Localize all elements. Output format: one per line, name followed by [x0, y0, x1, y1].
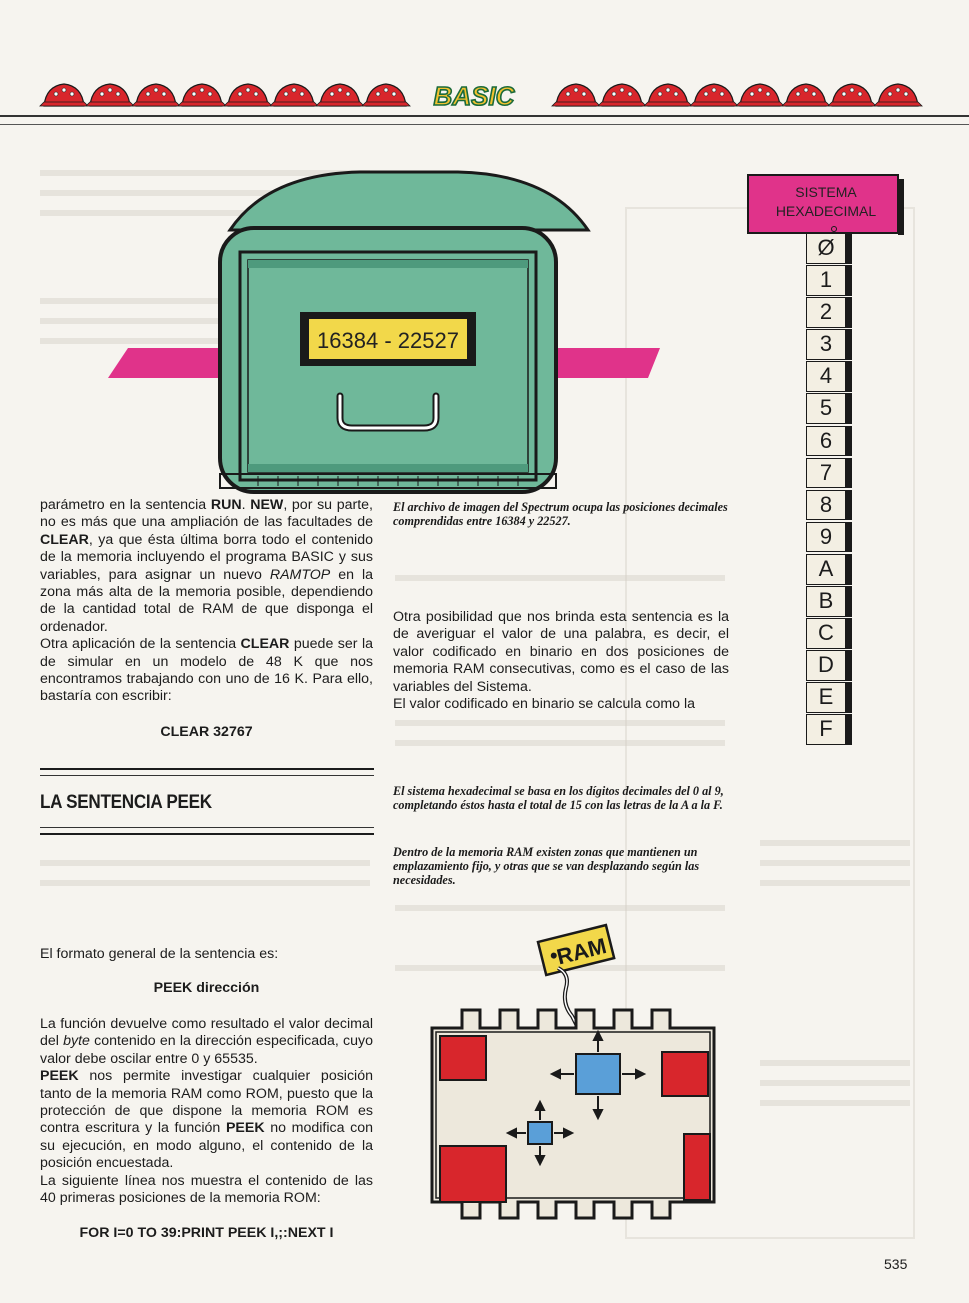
file-cabinet-illustration — [108, 168, 664, 498]
text-run: contenido en la dirección especificada, cuyo valor debe oscilar entre 0 y 65535. — [40, 1033, 374, 1067]
creature-ornament — [782, 84, 830, 106]
section-rule-thin — [40, 775, 374, 776]
section-rule-thin — [40, 827, 374, 828]
text-run: puede ser la de simular en un modelo de 48 K que nos encontramos trabajando con uno de 16 K. Para ello, bastaría con escribir: — [40, 636, 374, 705]
text-run: . — [241, 497, 251, 513]
paragraph — [40, 946, 373, 963]
text-run: Otra posibilidad que nos brinda esta sentencia es la de averiguar el valor de una palabra, es decir, el valor codificado en binario en dos posiciones de memoria RAM consecutivas, como es el caso de las variables del Sistema. — [393, 609, 729, 695]
ram-chip-illustration — [430, 912, 720, 1220]
keyword: PEEK — [40, 1068, 79, 1085]
section-rule — [40, 768, 374, 770]
hex-digit-cell: 9 — [806, 522, 846, 553]
hex-digit-cell: C — [806, 618, 846, 649]
hex-digit-column — [806, 233, 854, 747]
left-column-top — [40, 497, 373, 706]
paragraph — [393, 696, 729, 713]
text-run: parámetro en la sentencia — [40, 497, 211, 513]
creature-ornament — [644, 84, 692, 106]
text-run: El valor codificado en binario se calcula como la — [393, 696, 696, 713]
code-line-clear: CLEAR 32767 — [160, 724, 253, 740]
creature-ornament — [828, 84, 876, 106]
caption-hexadecimal: El sistema hexadecimal se basa en los dígitos decimales del 0 al 9, completando éstos hasta el total de 15 con las letras de la A a la F. — [393, 784, 724, 812]
creature-ornament — [316, 84, 364, 106]
creature-ornament — [178, 84, 226, 106]
creature-ornament — [552, 84, 600, 106]
basic-logo: BASIC — [433, 81, 515, 111]
text-run: no modifica con su ejecución, en modo alguno, el contenido de la posición encuestada. — [40, 1120, 373, 1172]
text-run: El formato general de la sentencia es: — [40, 946, 279, 962]
paragraph — [40, 497, 373, 636]
hex-digit-cell: D — [806, 650, 846, 681]
decorative-creatures-right — [552, 84, 922, 106]
code-line-for-loop: FOR I=0 TO 39:PRINT PEEK I,;:NEXT I — [79, 1225, 334, 1241]
text-run: , por su parte, no es más que una ampliación de las facultades de — [40, 497, 373, 531]
creature-ornament — [40, 84, 88, 106]
right-column-body — [393, 609, 729, 713]
text-run: nos permite investigar cualquier posición tanto de la memoria RAM como ROM, puesto que la protección de que dispone la memoria ROM es contra escritura y la función — [40, 1068, 373, 1137]
hex-digit-cell: 5 — [806, 393, 846, 424]
page-number: 535 — [884, 1256, 908, 1272]
hex-sign-line2: HEXADECIMAL — [775, 203, 877, 219]
hex-digit-cell: 2 — [806, 297, 846, 328]
hex-digit-cell: 6 — [806, 426, 846, 457]
cabinet-address-label: 16384 - 22527 — [317, 328, 459, 353]
hex-digit-cell: 8 — [806, 490, 846, 521]
keyword: CLEAR — [40, 531, 89, 548]
keyword: PEEK — [225, 1120, 265, 1137]
text-run: en la zona más alta de la memoria posible, dependiendo de la cantidad total de RAM de que disponga el ordenador. — [40, 566, 373, 635]
section-title: LA SENTENCIA PEEK — [40, 792, 212, 813]
text-run: La función devuelve como resultado el valor decimal del — [40, 1016, 373, 1050]
creature-ornament — [690, 84, 738, 106]
creature-ornament — [874, 84, 922, 106]
emphasis: RAMTOP — [269, 566, 331, 583]
paragraph — [393, 609, 729, 696]
creature-ornament — [132, 84, 180, 106]
creature-ornament — [736, 84, 784, 106]
hex-digit-cell: F — [806, 714, 846, 745]
hex-digit-cell: B — [806, 586, 846, 617]
text-run: Otra aplicación de la sentencia — [40, 636, 241, 653]
hex-digit-cell: 4 — [806, 361, 846, 392]
creature-ornament — [362, 84, 410, 106]
hex-digit-cell: 7 — [806, 458, 846, 489]
paragraph — [40, 1068, 373, 1172]
hex-digit-cell: E — [806, 682, 846, 713]
code-line-peek: PEEK dirección — [153, 980, 260, 996]
caption-cabinet: El archivo de imagen del Spectrum ocupa las posiciones decimales comprendidas entre 16384 y 22527. — [393, 500, 728, 528]
hex-digit-cell: A — [806, 554, 846, 585]
header-rule — [0, 115, 969, 117]
page-header-ornament — [0, 70, 969, 130]
text-run: La siguiente línea nos muestra el contenido de las 40 primeras posiciones de la memoria ROM: — [40, 1172, 373, 1207]
left-column-peek-intro — [40, 946, 373, 963]
keyword: CLEAR — [240, 636, 290, 653]
emphasis: byte — [63, 1033, 90, 1050]
left-column-peek-body — [40, 1016, 373, 1207]
keyword: NEW — [250, 497, 284, 513]
creature-ornament — [270, 84, 318, 106]
creature-ornament — [86, 84, 134, 106]
caption-ram-zones: Dentro de la memoria RAM existen zonas que mantienen un emplazamiento fijo, y otras que se van desplazando según las necesidades. — [393, 845, 700, 887]
section-rule — [40, 833, 374, 835]
decorative-creatures-left — [40, 84, 410, 106]
creature-ornament — [598, 84, 646, 106]
paragraph — [40, 1173, 373, 1208]
creature-ornament — [224, 84, 272, 106]
hex-digit-cell: 3 — [806, 329, 846, 360]
hex-digit-cell: Ø — [806, 233, 846, 264]
paragraph — [40, 1016, 373, 1068]
hex-sign-label — [748, 183, 904, 221]
header-rule-thin — [0, 124, 969, 125]
hex-sign-line1: SISTEMA — [795, 184, 857, 200]
hex-digit-cell: 1 — [806, 265, 846, 296]
keyword: RUN — [210, 497, 242, 513]
ram-tag-label: RAM — [554, 933, 609, 970]
text-run: , ya que ésta última borra todo el contenido de la memoria incluyendo el programa BASIC y sus variables, para asignar un nuevo — [40, 531, 373, 583]
paragraph — [40, 636, 373, 706]
